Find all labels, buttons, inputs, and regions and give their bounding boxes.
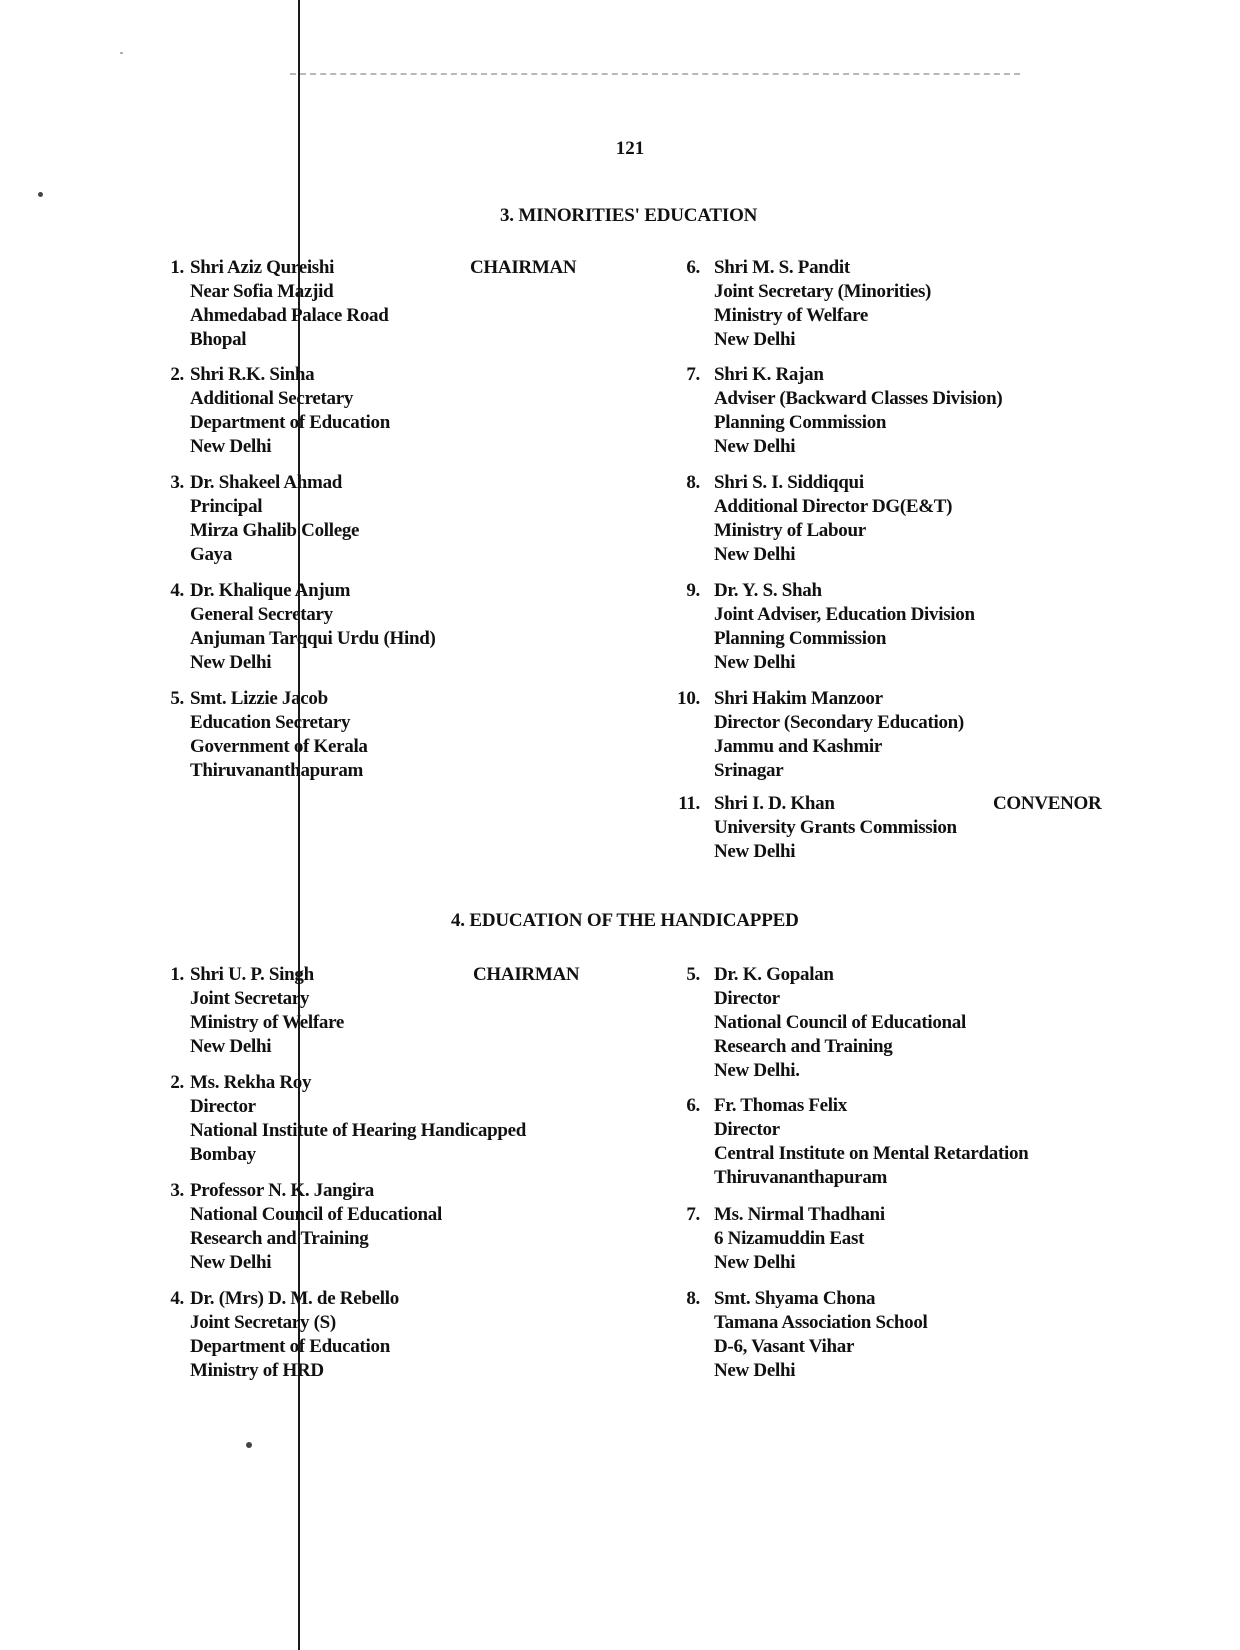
- convenor-label: CONVENOR: [993, 793, 1102, 814]
- member-name: Shri Aziz Qureishi: [190, 257, 335, 278]
- section-heading-education-of-the-handicapped: 4. EDUCATION OF THE HANDICAPPED: [451, 910, 799, 931]
- member-name: Dr. K. Gopalan: [714, 964, 834, 985]
- item-number: 8.: [686, 472, 700, 493]
- member-name: Smt. Shyama Chona: [714, 1288, 876, 1309]
- member-name: Shri M. S. Pandit: [714, 257, 850, 278]
- member-name: Dr. (Mrs) D. M. de Rebello: [190, 1288, 399, 1309]
- scan-artifact-vertical-line: [298, 0, 300, 1650]
- member-detail: New Delhi: [714, 841, 796, 862]
- member-detail: New Delhi: [190, 1036, 272, 1057]
- item-number: 2.: [170, 1072, 184, 1093]
- member-name: Dr. Shakeel Ahmad: [190, 472, 343, 493]
- member-detail: New Delhi: [714, 329, 796, 350]
- member-detail: General Secretary: [190, 604, 333, 625]
- member-name: Professor N. K. Jangira: [190, 1180, 374, 1201]
- item-number: 6.: [686, 1095, 700, 1116]
- member-detail: Joint Secretary (S): [190, 1312, 336, 1333]
- member-detail: Additional Secretary: [190, 388, 354, 409]
- member-detail: Director: [714, 988, 780, 1009]
- item-number: 8.: [686, 1288, 700, 1309]
- member-detail: Bhopal: [190, 329, 247, 350]
- member-detail: Bombay: [190, 1144, 256, 1165]
- member-detail: New Delhi: [190, 436, 272, 457]
- chairman-label: CHAIRMAN: [470, 257, 577, 278]
- member-detail: Joint Adviser, Education Division: [714, 604, 975, 625]
- item-number: 3.: [170, 1180, 184, 1201]
- item-number: 7.: [686, 1204, 700, 1225]
- member-detail: D-6, Vasant Vihar: [714, 1336, 855, 1357]
- member-name: Shri Hakim Manzoor: [714, 688, 883, 709]
- member-detail: Research and Training: [190, 1228, 369, 1249]
- member-detail: Ministry of Labour: [714, 520, 866, 541]
- member-detail: New Delhi: [190, 652, 272, 673]
- item-number: 7.: [686, 364, 700, 385]
- item-number: 11.: [678, 793, 700, 814]
- member-detail: New Delhi: [714, 436, 796, 457]
- member-name: Dr. Khalique Anjum: [190, 580, 351, 601]
- member-detail: Director (Secondary Education): [714, 712, 964, 733]
- item-number: 10.: [677, 688, 700, 709]
- item-number: 5.: [686, 964, 700, 985]
- member-detail: Department of Education: [190, 412, 390, 433]
- page-number: 121: [615, 138, 645, 159]
- member-detail: Thiruvananthapuram: [190, 760, 364, 781]
- member-detail: New Delhi.: [714, 1060, 800, 1081]
- member-detail: Central Institute on Mental Retardation: [714, 1143, 1029, 1164]
- member-detail: New Delhi: [714, 1360, 796, 1381]
- scan-speck: [120, 52, 123, 54]
- member-detail: University Grants Commission: [714, 817, 957, 838]
- member-detail: Ministry of HRD: [190, 1360, 324, 1381]
- member-detail: Joint Secretary: [190, 988, 310, 1009]
- member-detail: New Delhi: [714, 1252, 796, 1273]
- item-number: 6.: [686, 257, 700, 278]
- member-detail: Research and Training: [714, 1036, 893, 1057]
- section-heading-minorities-education: 3. MINORITIES' EDUCATION: [500, 205, 758, 226]
- member-detail: Director: [190, 1096, 256, 1117]
- member-name: Ms. Rekha Roy: [190, 1072, 312, 1093]
- item-number: 5.: [170, 688, 184, 709]
- member-detail: Mirza Ghalib College: [190, 520, 360, 541]
- member-detail: National Council of Educational: [714, 1012, 966, 1033]
- member-detail: National Council of Educational: [190, 1204, 442, 1225]
- member-detail: Education Secretary: [190, 712, 351, 733]
- member-detail: Tamana Association School: [714, 1312, 928, 1333]
- member-detail: Director: [714, 1119, 780, 1140]
- chairman-label: CHAIRMAN: [473, 964, 580, 985]
- member-detail: Planning Commission: [714, 628, 887, 649]
- member-detail: Additional Director DG(E&T): [714, 496, 953, 517]
- member-detail: Ministry of Welfare: [190, 1012, 345, 1033]
- member-name: Fr. Thomas Felix: [714, 1095, 847, 1116]
- item-number: 4.: [170, 580, 184, 601]
- member-detail: New Delhi: [714, 544, 796, 565]
- member-detail: Government of Kerala: [190, 736, 368, 757]
- member-detail: New Delhi: [714, 652, 796, 673]
- member-detail: Jammu and Kashmir: [714, 736, 883, 757]
- item-number: 4.: [170, 1288, 184, 1309]
- member-name: Shri I. D. Khan: [714, 793, 835, 814]
- member-detail: Srinagar: [714, 760, 784, 781]
- member-detail: Thiruvananthapuram: [714, 1167, 888, 1188]
- scan-speck: [38, 192, 43, 197]
- item-number: 9.: [686, 580, 700, 601]
- item-number: 1.: [170, 257, 184, 278]
- member-detail: Ahmedabad Palace Road: [190, 305, 389, 326]
- member-detail: Principal: [190, 496, 263, 517]
- scan-speck: [246, 1442, 252, 1448]
- member-detail: Ministry of Welfare: [714, 305, 869, 326]
- member-detail: Near Sofia Mazjid: [190, 281, 334, 302]
- member-name: Shri K. Rajan: [714, 364, 824, 385]
- member-detail: Planning Commission: [714, 412, 887, 433]
- member-detail: Adviser (Backward Classes Division): [714, 388, 1003, 409]
- member-detail: Anjuman Tarqqui Urdu (Hind): [190, 628, 436, 649]
- member-detail: 6 Nizamuddin East: [714, 1228, 865, 1249]
- member-name: Dr. Y. S. Shah: [714, 580, 822, 601]
- member-name: Shri S. I. Siddiqqui: [714, 472, 864, 493]
- item-number: 1.: [170, 964, 184, 985]
- member-name: Smt. Lizzie Jacob: [190, 688, 328, 709]
- member-name: Shri U. P. Singh: [190, 964, 314, 985]
- member-name: Shri R.K. Sinha: [190, 364, 315, 385]
- member-detail: Gaya: [190, 544, 233, 565]
- member-detail: Department of Education: [190, 1336, 390, 1357]
- member-detail: New Delhi: [190, 1252, 272, 1273]
- item-number: 2.: [170, 364, 184, 385]
- scan-artifact-dashed-line: [290, 73, 1020, 75]
- member-name: Ms. Nirmal Thadhani: [714, 1204, 885, 1225]
- item-number: 3.: [170, 472, 184, 493]
- member-detail: Joint Secretary (Minorities): [714, 281, 932, 302]
- member-detail: National Institute of Hearing Handicapped: [190, 1120, 527, 1141]
